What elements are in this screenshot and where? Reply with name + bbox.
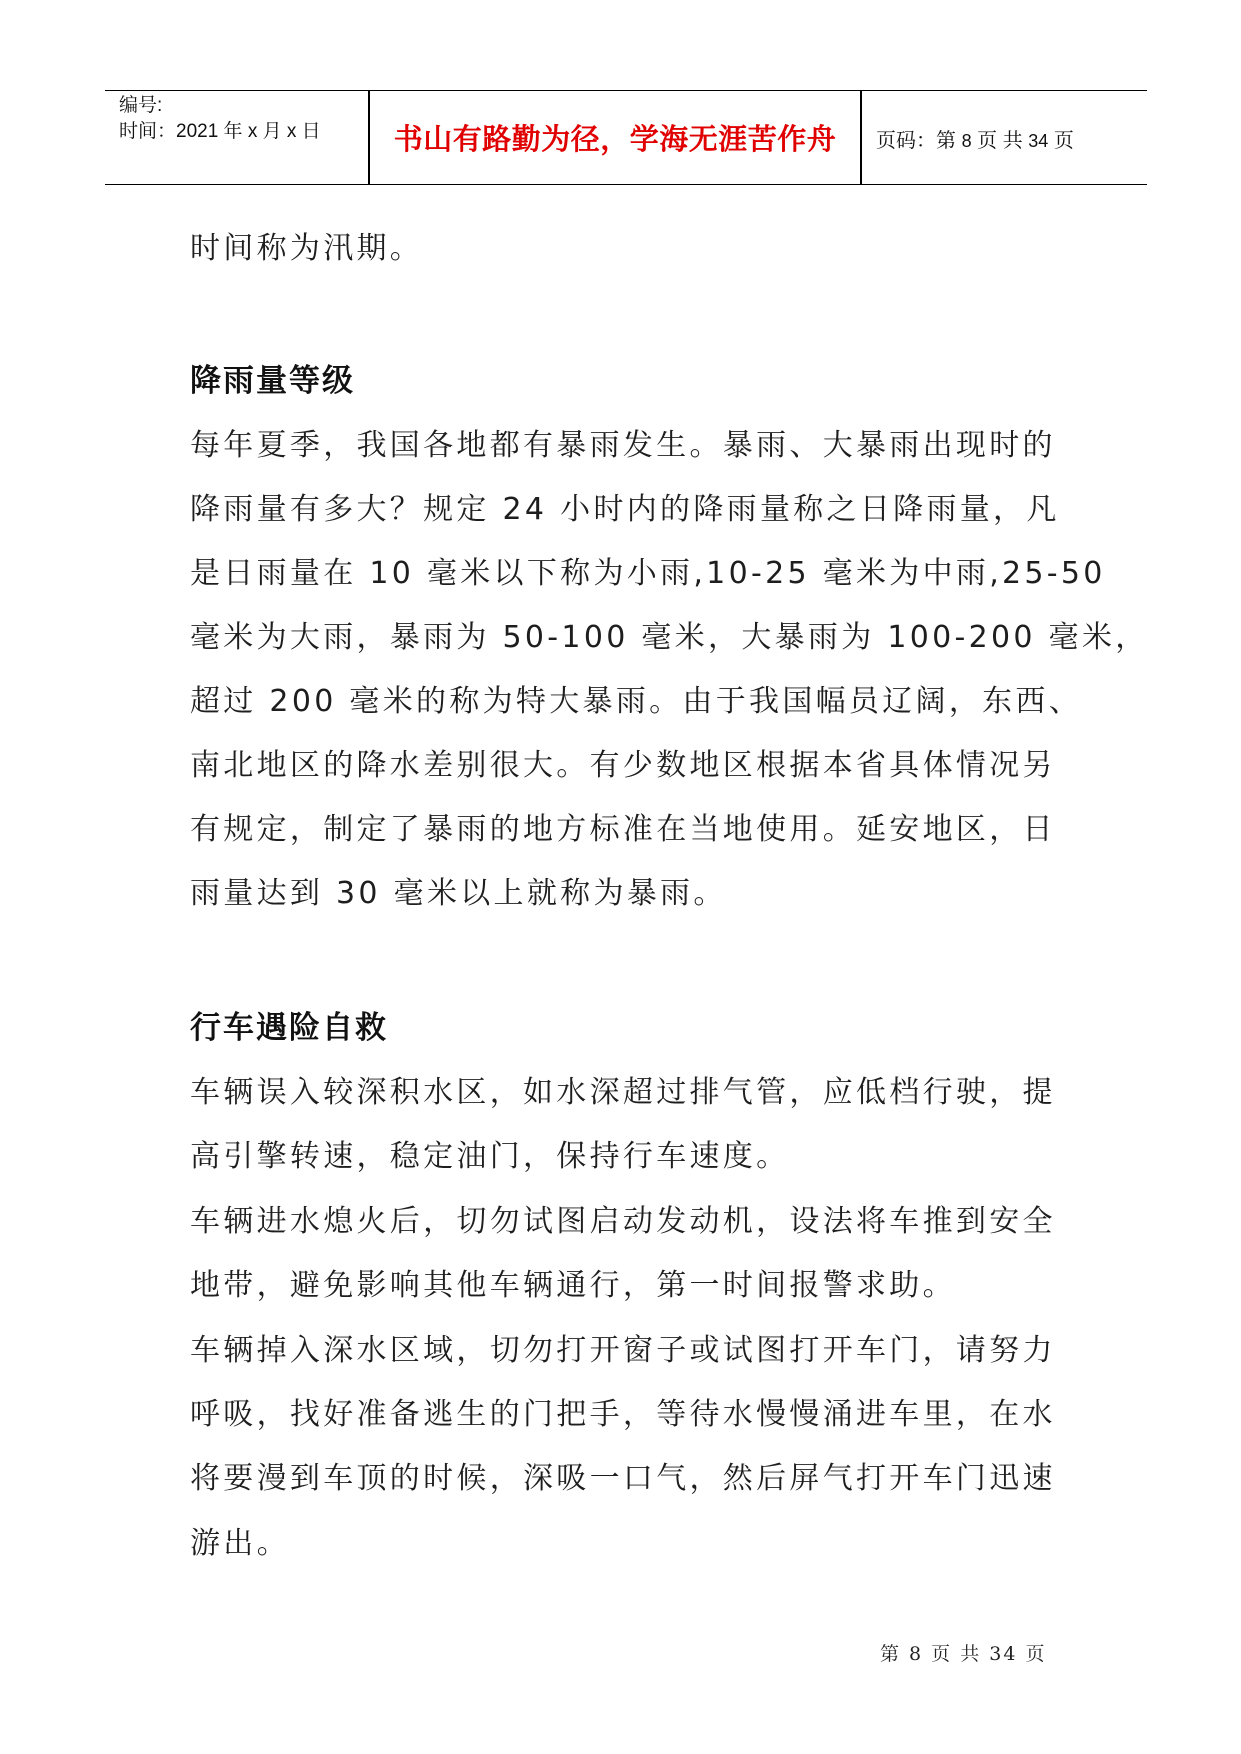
intro-line: 时间称为汛期。 [190,231,424,266]
header-divider [860,91,862,184]
paragraph-line: 雨量达到 30 毫米以上就称为暴雨。 [190,876,727,911]
document-time-label: 时间：2021 年 x 月 x 日 [119,121,321,142]
paragraph-line: 呼吸，找好准备逃生的门把手，等待水慢慢涌进车里，在水 [190,1397,1056,1432]
page-code-prefix: 页码：第 [876,130,956,152]
page-code-total: 34 [1028,131,1049,151]
paragraph-line: 是日雨量在 10 毫米以下称为小雨,10-25 毫米为中雨,25-50 [190,556,1106,591]
page-code-number: 8 [961,131,972,151]
paragraph-line: 高引擎转速，稳定油门，保持行车速度。 [190,1139,790,1174]
paragraph-line: 游出。 [190,1526,290,1561]
paragraph-line: 车辆误入较深积水区，如水深超过排气管，应低档行驶，提 [190,1075,1056,1110]
document-id-label: 编号: [119,95,163,116]
paragraph-line: 将要漫到车顶的时候，深吸一口气，然后屏气打开车门迅速 [190,1461,1056,1496]
paragraph-line: 有规定，制定了暴雨的地方标准在当地使用。延安地区，日 [190,812,1056,847]
page-code-suffix: 页 [1053,130,1074,152]
header-motto: 书山有路勤为径，学海无涯苦作舟 [393,122,837,156]
section-heading-rainfall: 降雨量等级 [190,363,355,399]
paragraph-line: 降雨量有多大？规定 24 小时内的降雨量称之日降雨量，凡 [190,492,1060,527]
header-meta [119,93,321,145]
header-page-code [876,124,1074,153]
page-header [105,90,1147,185]
paragraph-line: 南北地区的降水差别很大。有少数地区根据本省具体情况另 [190,748,1056,783]
paragraph-line: 毫米为大雨，暴雨为 50-100 毫米，大暴雨为 100-200 毫米， [190,620,1149,655]
section-heading-vehicle-rescue: 行车遇险自救 [190,1010,388,1046]
paragraph-line: 超过 200 毫米的称为特大暴雨。由于我国幅员辽阔，东西、 [190,684,1083,719]
paragraph-line: 车辆掉入深水区域，切勿打开窗子或试图打开车门，请努力 [190,1333,1056,1368]
paragraph-line: 车辆进水熄火后，切勿试图启动发动机，设法将车推到安全 [190,1204,1056,1239]
page-code-mid: 页 共 [977,130,1023,152]
footer-page-number: 第 8 页 共 34 页 [880,1643,1047,1665]
paragraph-line: 地带，避免影响其他车辆通行，第一时间报警求助。 [190,1268,956,1303]
paragraph-line: 每年夏季，我国各地都有暴雨发生。暴雨、大暴雨出现时的 [190,428,1056,463]
